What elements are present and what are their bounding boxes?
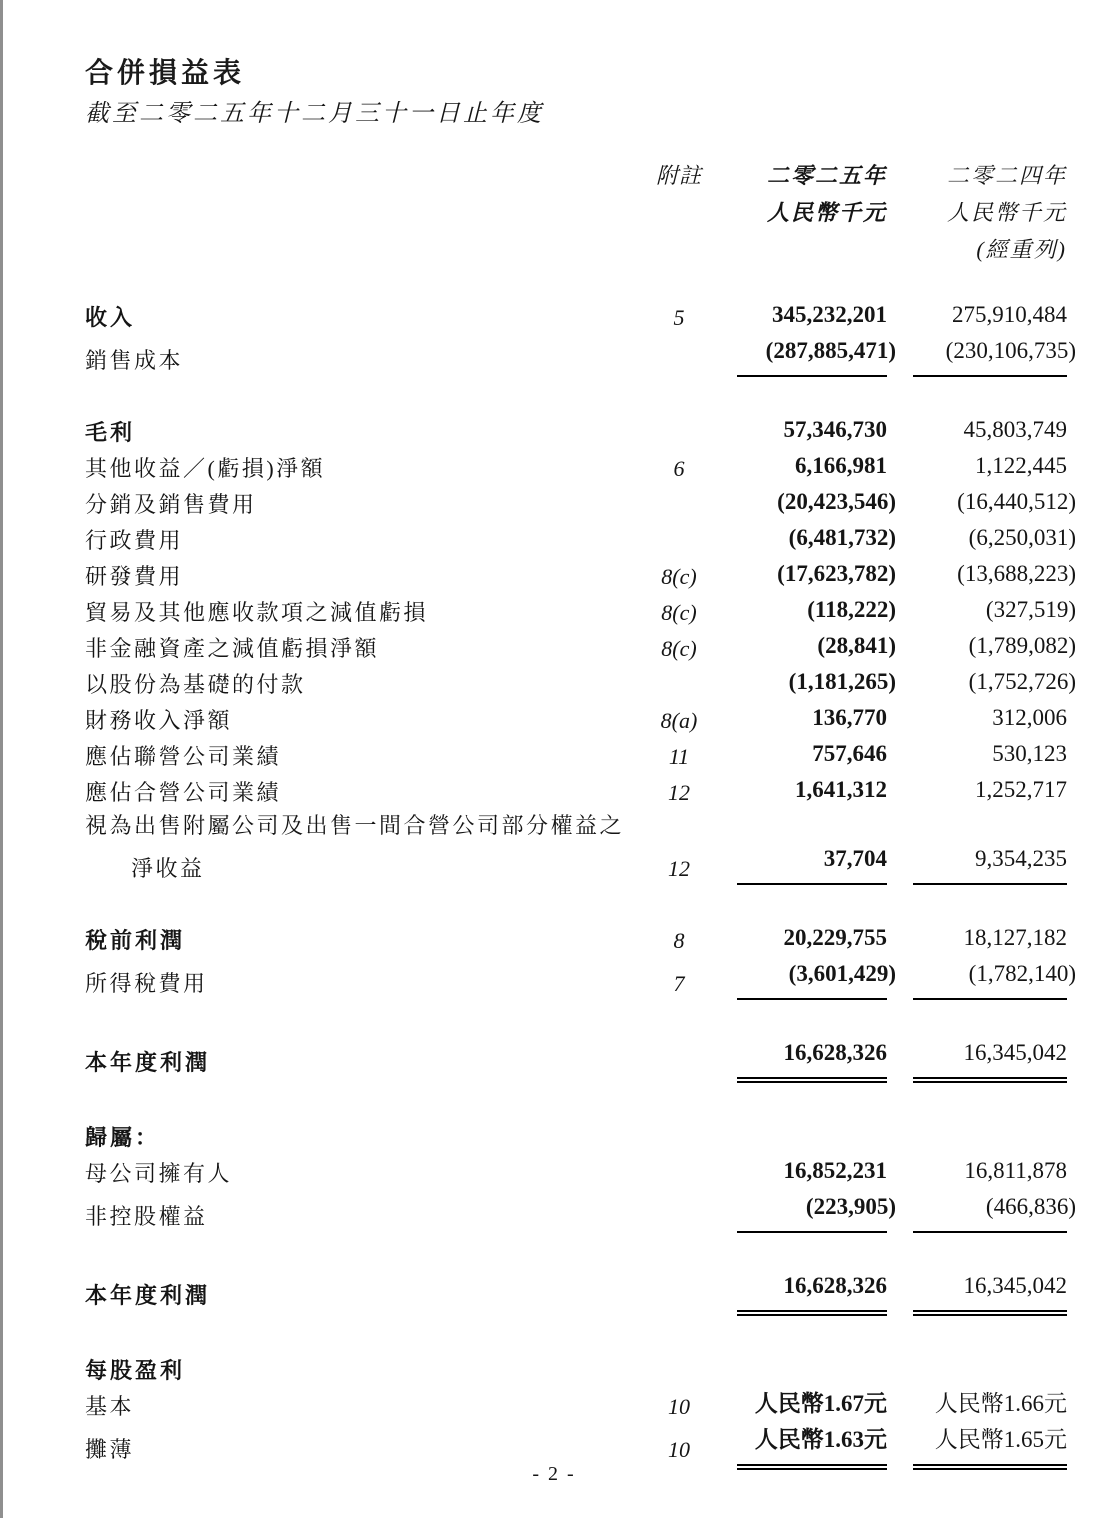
table-row [85, 1354, 1067, 1387]
row-amount-2025: 人民幣1.67元 [754, 1391, 887, 1416]
row-note: 12 [668, 780, 690, 805]
row-note: 8 [673, 928, 685, 953]
row-amount-2024: (13,688,223) [957, 561, 1076, 586]
table-row [85, 629, 1067, 665]
row-label-cell [85, 1154, 639, 1190]
row-label-cell [85, 957, 639, 1006]
row-amount-2024: 人民幣1.66元 [934, 1391, 1067, 1416]
table-row [85, 1154, 1067, 1190]
row-label: 所得稅費用 [85, 971, 208, 996]
row-label: 銷售成本 [85, 348, 184, 373]
row-amount-2024-cell [887, 665, 1076, 701]
row-amount-2024-cell [887, 1354, 1067, 1387]
row-note: 12 [668, 856, 690, 881]
restated-note-header: (經重列) [976, 237, 1067, 262]
table-row [85, 413, 1067, 449]
spacer-row [85, 1324, 1067, 1354]
row-amount-2025-cell [719, 413, 887, 449]
row-label-cell [85, 921, 639, 957]
row-amount-2024-cell [887, 1121, 1067, 1154]
year-2024-header: 二零二四年 [946, 163, 1067, 188]
row-note-cell [639, 1121, 719, 1154]
row-amount-2024-cell [887, 921, 1067, 957]
row-amount-2025: (287,885,471) [765, 338, 896, 363]
row-amount-2024: 人民幣1.65元 [934, 1427, 1067, 1452]
row-label: 基本 [85, 1394, 135, 1419]
row-label: 稅前利潤 [85, 928, 186, 953]
row-label: 收入 [85, 305, 136, 330]
row-label-cell [85, 1354, 639, 1387]
table-row [85, 1387, 1067, 1423]
row-amount-2024: 1,252,717 [975, 777, 1067, 802]
row-label-cell [85, 737, 639, 773]
currency-2024-header: 人民幣千元 [946, 200, 1067, 225]
row-amount-2025: 16,628,326 [783, 1273, 887, 1298]
row-amount-2024-cell [887, 773, 1067, 809]
table-row [85, 1121, 1067, 1154]
row-note-cell [639, 773, 719, 809]
table-row [85, 521, 1067, 557]
row-amount-2024: 16,345,042 [963, 1273, 1067, 1298]
row-amount-2024-cell [887, 809, 1067, 842]
row-amount-2024-cell [887, 521, 1076, 557]
row-label: 淨收益 [131, 856, 205, 881]
row-label-cell [85, 557, 639, 593]
row-amount-2025-cell [719, 773, 887, 809]
table-row [85, 557, 1067, 593]
row-amount-2025: 57,346,730 [783, 417, 887, 442]
row-label: 非金融資產之減值虧損淨額 [85, 636, 380, 661]
row-amount-2024: 530,123 [992, 741, 1067, 766]
row-note-cell [639, 921, 719, 957]
row-amount-2024-cell [887, 1190, 1076, 1239]
statement-period: 截至二零二五年十二月三十一日止年度 [85, 101, 544, 127]
row-amount-2024-cell [887, 334, 1076, 383]
row-label: 母公司擁有人 [85, 1161, 233, 1186]
row-amount-2024: 312,006 [992, 705, 1067, 730]
row-label: 非控股權益 [85, 1204, 208, 1229]
row-amount-2025-cell [719, 557, 896, 593]
row-note-cell [639, 1387, 719, 1423]
row-amount-2025: 757,646 [812, 741, 887, 766]
row-amount-2024: (1,789,082) [968, 633, 1076, 658]
row-amount-2024-cell [887, 449, 1067, 485]
spacer-cell [85, 1324, 1067, 1354]
row-amount-2025: 345,232,201 [772, 302, 887, 327]
row-label: 分銷及銷售費用 [85, 492, 257, 517]
header-row [85, 157, 1067, 268]
row-label-cell [85, 593, 639, 629]
row-note-cell [639, 701, 719, 737]
row-amount-2025-cell [719, 449, 887, 485]
row-label: 每股盈利 [85, 1358, 186, 1383]
row-note: 8(c) [661, 564, 697, 589]
table-row [85, 842, 1067, 891]
row-amount-2025: 人民幣1.63元 [754, 1427, 887, 1452]
table-row [85, 1269, 1067, 1324]
row-note-cell [639, 485, 719, 521]
row-amount-2025-cell [719, 521, 896, 557]
table-row [85, 1036, 1067, 1091]
row-note: 8(a) [660, 708, 698, 733]
year-2025-header: 二零二五年 [766, 163, 887, 188]
row-amount-2025-cell [719, 629, 896, 665]
row-note-cell [639, 842, 719, 891]
row-label-cell [85, 773, 639, 809]
row-amount-2024-cell [887, 701, 1067, 737]
row-amount-2024: (1,782,140) [968, 961, 1076, 986]
row-amount-2025-cell [719, 1269, 887, 1324]
header-label-cell [85, 157, 639, 268]
spacer-row [85, 1006, 1067, 1036]
spacer-row [85, 383, 1067, 413]
statement-title: 合併損益表 [85, 57, 246, 88]
row-amount-2025-cell [719, 1154, 887, 1190]
row-amount-2024: (16,440,512) [957, 489, 1076, 514]
row-amount-2025-cell [719, 485, 896, 521]
row-amount-2024-cell [887, 629, 1076, 665]
row-amount-2024-cell [887, 1154, 1067, 1190]
table-row [85, 773, 1067, 809]
table-row [85, 449, 1067, 485]
row-label: 視為出售附屬公司及出售一間合營公司部分權益之 [85, 813, 625, 838]
table-row [85, 1190, 1067, 1239]
spacer-row [85, 1239, 1067, 1269]
row-amount-2024: 1,122,445 [975, 453, 1067, 478]
row-note: 10 [668, 1394, 690, 1419]
row-amount-2025: 16,852,231 [783, 1158, 887, 1183]
row-label: 其他收益／(虧損)淨額 [85, 456, 326, 481]
row-label-cell [85, 521, 639, 557]
row-amount-2025: (223,905) [805, 1194, 896, 1219]
row-note: 7 [673, 971, 685, 996]
row-amount-2024: (6,250,031) [968, 525, 1076, 550]
row-amount-2024: (230,106,735) [945, 338, 1076, 363]
table-row [85, 701, 1067, 737]
row-label: 貿易及其他應收款項之減值虧損 [85, 600, 429, 625]
row-label-cell [85, 413, 639, 449]
row-amount-2024-cell [887, 737, 1067, 773]
row-label: 歸屬： [85, 1125, 161, 1150]
statement-body [85, 268, 1076, 1478]
row-amount-2024: 9,354,235 [975, 846, 1067, 871]
row-label: 應佔聯營公司業績 [85, 744, 282, 769]
row-amount-2025: (28,841) [817, 633, 896, 658]
row-amount-2025-cell [719, 701, 887, 737]
row-amount-2024-cell [887, 1036, 1067, 1091]
header-2025-cell [719, 157, 887, 268]
row-amount-2025-cell [719, 1036, 887, 1091]
spacer-cell [85, 891, 1067, 921]
row-amount-2025: (20,423,546) [777, 489, 896, 514]
table-row [85, 593, 1067, 629]
row-amount-2025-cell [719, 809, 887, 842]
row-amount-2024-cell [887, 1387, 1067, 1423]
spacer-row [85, 1091, 1067, 1121]
row-note: 8(c) [661, 636, 697, 661]
spacer-cell [85, 383, 1067, 413]
row-amount-2025-cell [719, 334, 896, 383]
row-label-cell [85, 1387, 639, 1423]
row-label: 財務收入淨額 [85, 708, 233, 733]
table-row [85, 737, 1067, 773]
row-amount-2024: 45,803,749 [963, 417, 1067, 442]
row-note-cell [639, 809, 719, 842]
row-label-cell [85, 1036, 639, 1091]
spacer-cell [85, 1006, 1067, 1036]
row-amount-2024-cell [887, 842, 1067, 891]
header-2024-cell [887, 157, 1067, 268]
page-number: - 2 - [532, 1463, 576, 1485]
row-amount-2025-cell [719, 1354, 887, 1387]
row-note-cell [639, 1354, 719, 1387]
row-label-cell [85, 809, 639, 842]
row-note-cell [639, 268, 719, 334]
row-note-cell [639, 1190, 719, 1239]
row-amount-2024-cell [887, 957, 1076, 1006]
row-amount-2025: (118,222) [807, 597, 896, 622]
row-amount-2025-cell [719, 1190, 896, 1239]
row-label-cell [85, 701, 639, 737]
row-label-cell [85, 665, 639, 701]
row-amount-2025-cell [719, 842, 887, 891]
row-label: 毛利 [85, 420, 136, 445]
row-note-cell [639, 449, 719, 485]
row-note: 10 [668, 1437, 690, 1462]
row-amount-2025-cell [719, 593, 896, 629]
row-label-cell [85, 1190, 639, 1239]
row-note: 11 [668, 744, 690, 769]
row-amount-2024: 275,910,484 [952, 302, 1067, 327]
row-amount-2025: 6,166,981 [795, 453, 887, 478]
row-amount-2024: 16,345,042 [963, 1040, 1067, 1065]
row-label: 本年度利潤 [85, 1050, 211, 1075]
row-label-cell [85, 334, 639, 383]
table-row [85, 334, 1067, 383]
row-amount-2024-cell [887, 557, 1076, 593]
spacer-cell [85, 1091, 1067, 1121]
row-label: 攤薄 [85, 1437, 135, 1462]
row-label: 研發費用 [85, 564, 184, 589]
row-note-cell [639, 1269, 719, 1324]
row-label-cell [85, 268, 639, 334]
row-amount-2025-cell [719, 957, 896, 1006]
table-row [85, 665, 1067, 701]
row-amount-2025: (17,623,782) [777, 561, 896, 586]
row-note-cell [639, 957, 719, 1006]
row-amount-2025-cell [719, 737, 887, 773]
row-amount-2025: (3,601,429) [788, 961, 896, 986]
spacer-cell [85, 1239, 1067, 1269]
row-amount-2025: 16,628,326 [783, 1040, 887, 1065]
row-label-cell [85, 449, 639, 485]
row-label: 行政費用 [85, 528, 184, 553]
row-amount-2024: (466,836) [985, 1194, 1076, 1219]
row-label-cell [85, 1121, 639, 1154]
spacer-row [85, 891, 1067, 921]
row-note-cell [639, 737, 719, 773]
row-amount-2024-cell [887, 1269, 1067, 1324]
row-amount-2024: (1,752,726) [968, 669, 1076, 694]
table-row [85, 268, 1067, 334]
row-note-cell [639, 593, 719, 629]
row-amount-2024-cell [887, 485, 1076, 521]
row-label-cell [85, 485, 639, 521]
row-note-cell [639, 665, 719, 701]
row-amount-2025: 20,229,755 [783, 925, 887, 950]
row-amount-2025: 37,704 [823, 846, 887, 871]
row-amount-2025-cell [719, 921, 887, 957]
table-row [85, 957, 1067, 1006]
row-note-cell [639, 413, 719, 449]
row-note-cell [639, 629, 719, 665]
row-amount-2025-cell [719, 268, 887, 334]
row-amount-2025: 1,641,312 [795, 777, 887, 802]
row-note: 5 [673, 305, 685, 330]
row-label: 以股份為基礎的付款 [85, 672, 306, 697]
header-note-cell [639, 157, 719, 268]
row-label: 本年度利潤 [85, 1283, 211, 1308]
row-label-cell [85, 629, 639, 665]
note-column-header: 附註 [655, 163, 702, 188]
row-amount-2024-cell [887, 413, 1067, 449]
row-amount-2025-cell [719, 665, 896, 701]
currency-2025-header: 人民幣千元 [766, 200, 887, 225]
row-label: 應佔合營公司業績 [85, 780, 282, 805]
row-amount-2024-cell [887, 593, 1076, 629]
row-note: 6 [673, 456, 685, 481]
row-amount-2025-cell [719, 1387, 887, 1423]
row-amount-2024: 18,127,182 [963, 925, 1067, 950]
table-row [85, 809, 1067, 842]
row-amount-2024: (327,519) [985, 597, 1076, 622]
row-label-cell [85, 842, 639, 891]
row-amount-2025: (1,181,265) [788, 669, 896, 694]
row-note-cell [639, 557, 719, 593]
row-amount-2024: 16,811,878 [964, 1158, 1067, 1183]
row-amount-2025: (6,481,732) [788, 525, 896, 550]
row-note: 8(c) [661, 600, 697, 625]
row-amount-2024-cell [887, 268, 1067, 334]
row-note-cell [639, 1154, 719, 1190]
row-label-cell [85, 1269, 639, 1324]
row-note-cell [639, 334, 719, 383]
income-statement-table [85, 157, 1076, 1478]
page-content [3, 0, 1105, 1478]
table-row [85, 921, 1067, 957]
row-amount-2025-cell [719, 1121, 887, 1154]
table-header [85, 157, 1067, 268]
row-note-cell [639, 521, 719, 557]
row-amount-2025: 136,770 [812, 705, 887, 730]
row-note-cell [639, 1036, 719, 1091]
table-row [85, 485, 1067, 521]
